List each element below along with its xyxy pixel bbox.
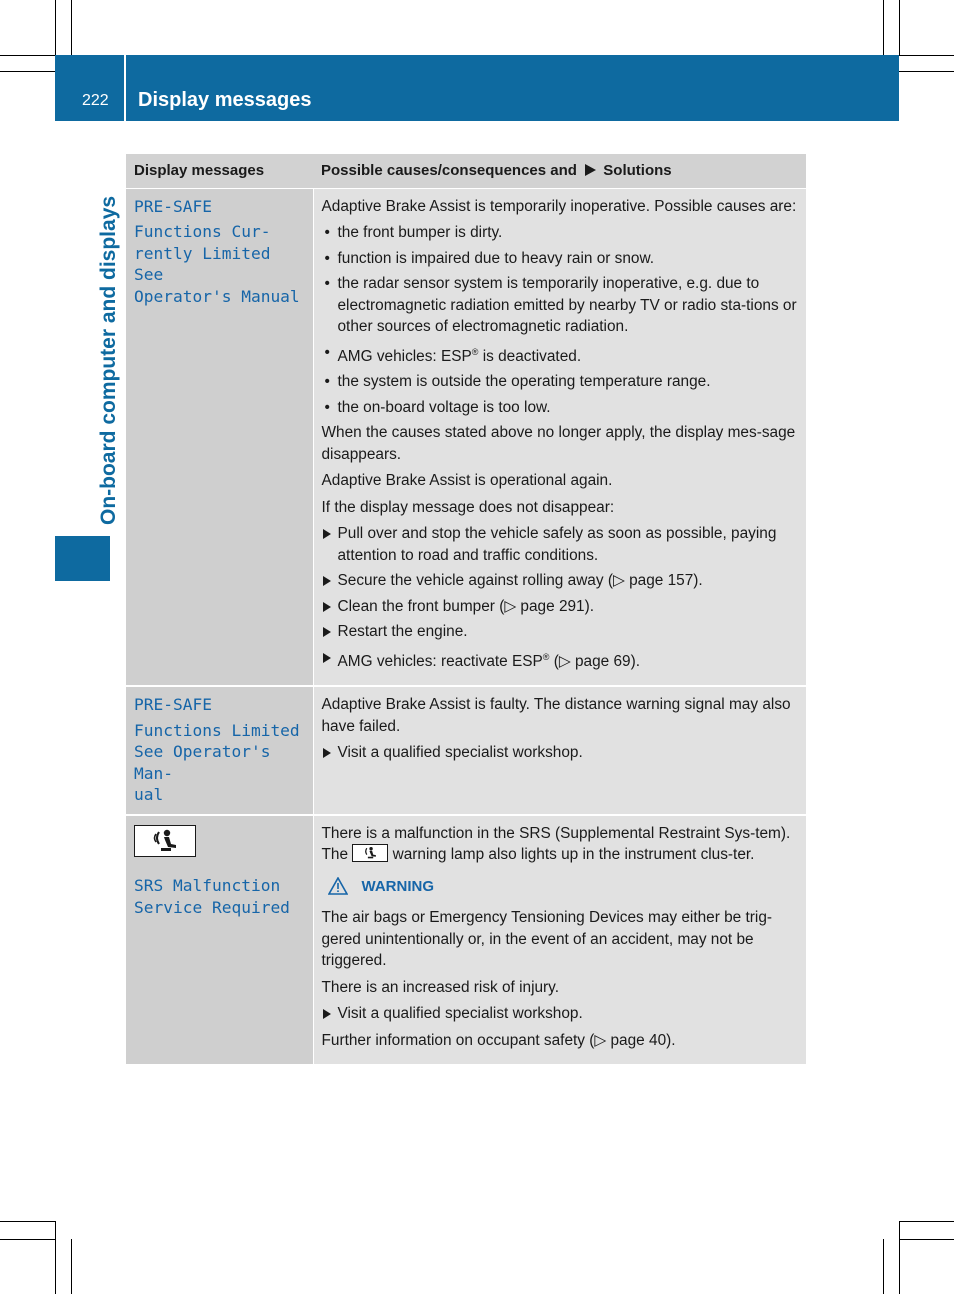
- step-item-text: AMG vehicles: reactivate ESP: [337, 652, 543, 670]
- display-message-text: [134, 875, 306, 918]
- message-line: PRE-SAFE: [134, 695, 212, 714]
- registered-mark: ®: [471, 346, 479, 357]
- body-text: When the causes stated above no longer apply, the display mes-sage disappears.: [321, 424, 796, 463]
- message-line: rently Limited See: [134, 243, 271, 284]
- display-message-text: [134, 196, 306, 308]
- crop-mark: [899, 0, 900, 55]
- table-row: [126, 815, 806, 1065]
- list-item: [322, 342, 800, 368]
- page-header: [55, 55, 899, 121]
- display-messages-table: [126, 154, 806, 1064]
- crop-mark: [0, 1221, 55, 1222]
- body-text: Adaptive Brake Assist is faulty. The distance warning signal may also have failed.: [321, 696, 791, 735]
- message-cell: [126, 686, 313, 815]
- step-item: Visit a qualified specialist workshop.: [322, 1003, 800, 1025]
- message-line: See Operator's Man-: [134, 742, 271, 783]
- solution-cell: [313, 686, 806, 815]
- step-item-text-suffix: (▷ page 69).: [549, 652, 640, 670]
- list-item-text: AMG vehicles: ESP: [337, 347, 472, 365]
- steps-list: [322, 742, 800, 764]
- step-item: Clean the front bumper (▷ page 291).: [322, 596, 800, 618]
- step-item: Restart the engine.: [322, 621, 800, 643]
- message-line: Functions Limited: [134, 720, 300, 740]
- crop-mark: [899, 1239, 954, 1240]
- message-line: PRE-SAFE: [134, 196, 212, 216]
- crop-mark: [71, 1239, 72, 1294]
- crop-mark: [55, 0, 56, 55]
- message-line: Operator's Manual: [134, 286, 300, 306]
- step-item: [322, 647, 800, 673]
- body-text: Adaptive Brake Assist is operational again.: [321, 472, 613, 489]
- step-item: Secure the vehicle against rolling away (▷ page 157).: [322, 570, 800, 592]
- crop-mark: [0, 55, 55, 56]
- header-divider: [124, 55, 126, 121]
- body-text-part: There is a malfunction in the SRS (Supplemental Restraint Sys-tem). The: [321, 824, 791, 863]
- warning-label: WARNING: [361, 877, 434, 895]
- list-item: • the on-board voltage is too low.: [322, 397, 800, 419]
- steps-list: [322, 1003, 800, 1025]
- crop-mark: [899, 71, 954, 72]
- body-text: The air bags or Emergency Tensioning Devices may either be trig-gered unintentionally or, in the event of an accident, may not be triggered.: [321, 909, 773, 969]
- message-cell: [126, 188, 313, 686]
- chapter-tab: [55, 121, 120, 581]
- crop-mark: [0, 71, 55, 72]
- crop-mark: [899, 1221, 954, 1222]
- causes-list: [322, 222, 800, 418]
- message-line: ual: [134, 785, 164, 804]
- page-number: 222: [82, 92, 109, 109]
- message-line: SRS Malfunction: [134, 876, 281, 895]
- solution-cell: [313, 188, 806, 686]
- crop-mark: [0, 1239, 55, 1240]
- message-line: Service Required: [134, 897, 290, 917]
- step-item: Visit a qualified specialist workshop.: [322, 742, 800, 764]
- message-line: Functions Cur-: [134, 222, 271, 241]
- page-title: Display messages: [138, 89, 312, 111]
- crop-mark: [883, 0, 884, 55]
- steps-list: [322, 523, 800, 672]
- airbag-icon: [352, 844, 388, 862]
- table-header-row: [126, 154, 806, 188]
- crop-mark: [899, 1221, 900, 1294]
- list-item: • the front bumper is dirty.: [322, 222, 800, 244]
- list-item: • function is impaired due to heavy rain or snow.: [322, 248, 800, 270]
- table-row: [126, 686, 806, 815]
- display-message-text: [134, 694, 306, 806]
- crop-mark: [71, 0, 72, 55]
- warning-heading: [328, 876, 800, 898]
- warning-triangle-icon: [328, 877, 348, 895]
- column-header-messages: Display messages: [126, 154, 313, 188]
- list-item: • the system is outside the operating temperature range.: [322, 371, 800, 393]
- column-header-causes-text: Possible causes/consequences and: [321, 162, 577, 180]
- airbag-icon: [134, 825, 196, 857]
- body-text: There is an increased risk of injury.: [321, 978, 560, 996]
- step-item: Pull over and stop the vehicle safely as soon as possible, paying attention to road and traffic conditions.: [322, 523, 800, 566]
- column-header-solutions-text: Solutions: [603, 162, 672, 180]
- registered-mark: ®: [542, 651, 550, 662]
- arrow-right-icon: [583, 163, 597, 177]
- list-item-text-suffix: is deactivated.: [478, 347, 582, 365]
- message-cell: [126, 815, 313, 1065]
- crop-mark: [55, 1221, 56, 1294]
- crop-mark: [899, 55, 954, 56]
- list-item: • the radar sensor system is temporarily inoperative, e.g. due to electromagnetic radiation emitted by nearby TV or radio sta-tions or other sources of electromagnetic radiation.: [322, 273, 800, 338]
- crop-mark: [883, 1239, 884, 1294]
- chapter-marker: [55, 536, 110, 581]
- body-text: Further information on occupant safety (▷ page 40).: [321, 1031, 676, 1049]
- intro-text: Adaptive Brake Assist is temporarily inoperative. Possible causes are:: [321, 197, 797, 215]
- table-row: [126, 188, 806, 686]
- body-text: If the display message does not disappear:: [321, 498, 615, 516]
- chapter-title: On-board computer and displays: [97, 195, 120, 525]
- solution-cell: [313, 815, 806, 1065]
- column-header-causes: [313, 154, 806, 188]
- body-text: [322, 823, 800, 866]
- body-text-part: warning lamp also lights up in the instrument clus-ter.: [392, 846, 755, 863]
